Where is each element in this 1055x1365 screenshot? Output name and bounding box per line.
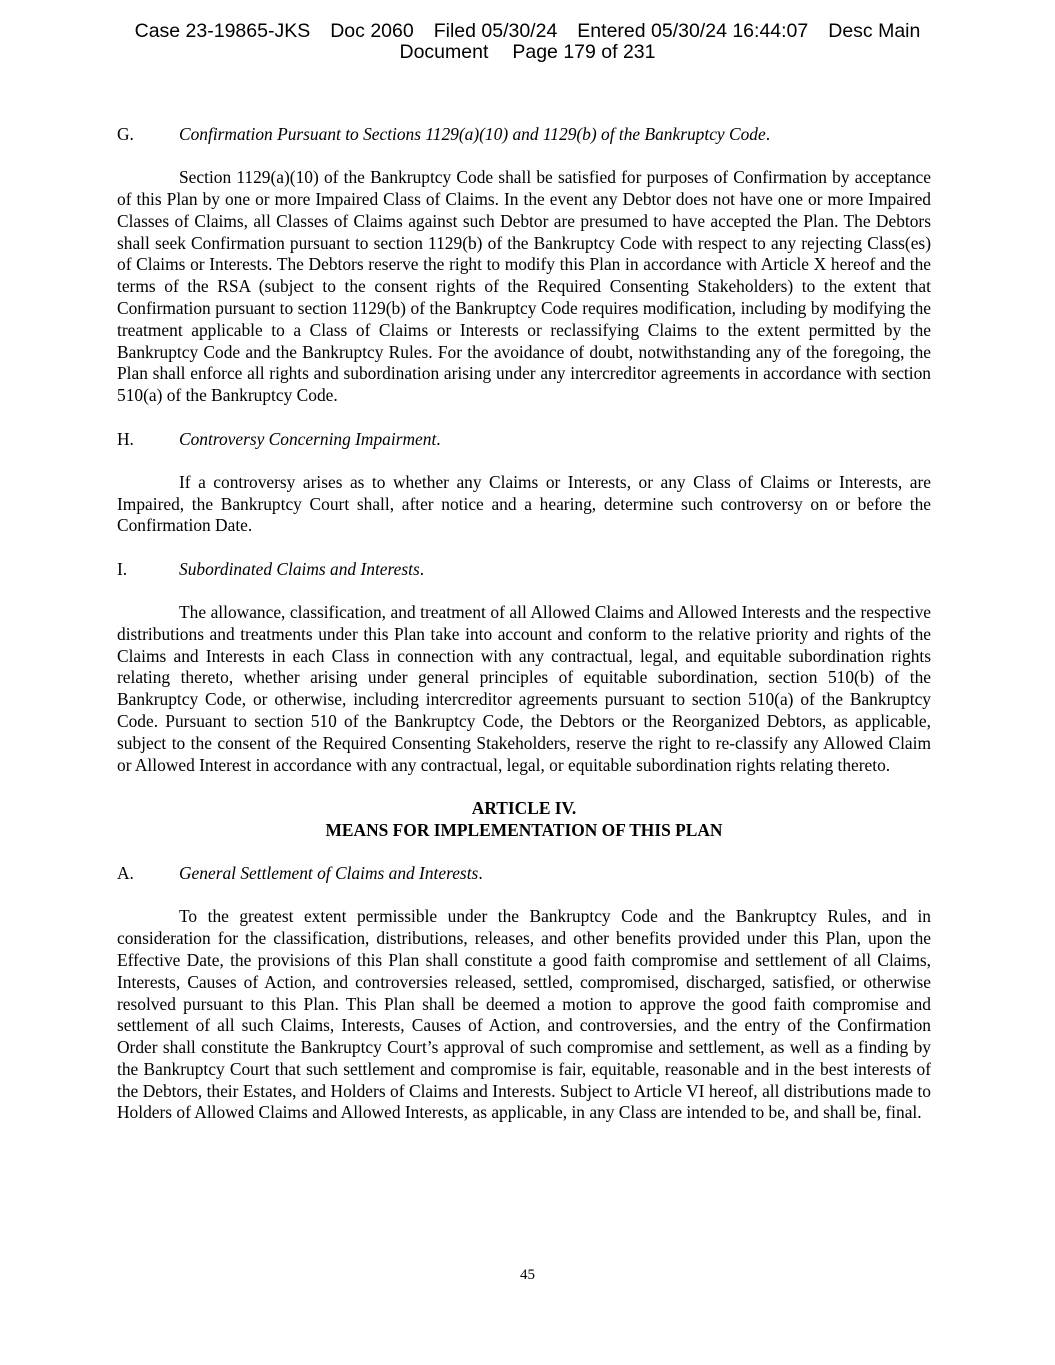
section-heading-g: G. Confirmation Pursuant to Sections 1129(a)(10) and 1129(b) of the Bankruptcy Code. xyxy=(117,124,771,144)
section-heading-a: A. General Settlement of Claims and Interests. xyxy=(117,863,483,884)
filing-header-line-1 xyxy=(0,21,1055,42)
section-title: Confirmation Pursuant to Sections 1129(a)(10) and 1129(b) of the Bankruptcy Code xyxy=(179,124,766,144)
article-title: MEANS FOR IMPLEMENTATION OF THIS PLAN xyxy=(325,819,723,840)
page-number: 45 xyxy=(520,1267,535,1283)
section-letter: G. xyxy=(117,124,134,144)
section-letter: I. xyxy=(117,558,128,579)
section-title: General Settlement of Claims and Interests xyxy=(179,863,479,884)
desc-label: Desc Main xyxy=(828,20,921,42)
section-paragraph-a: To the greatest extent permissible under the Bankruptcy Code and the Bankruptcy Rules, and in consideration for the classification, distributions, releases, and other benefits provided under this Plan, upon the Effective Date, the provisions of this Plan shall constitute a good faith compromise and settlement of all Claims, Interests, Causes of Action, and controversies released, settled, compromised, discharged, satisfied, or otherwise resolved pursuant to this Plan. This Plan shall be deemed a motion to approve the good faith compromise and settlement of all such Claims, Interests, Causes of Action, and controversies, and the entry of the Confirmation Order shall constitute the Bankruptcy Court’s approval of such compromise and settlement, as well as a finding by the Bankruptcy Court that such settlement and compromise is fair, equitable, reasonable and in the best interests of the Debtors, their Estates, and Holders of Claims and Interests. Subject to Article VI hereof, all distributions made to Holders of Allowed Claims and Allowed Interests, as applicable, in any Class are intended to be, and shall be, final. xyxy=(117,906,931,1123)
doc-number: Doc 2060 xyxy=(330,20,414,42)
court-filing-header xyxy=(0,21,1055,63)
filing-header-line-2 xyxy=(0,42,1055,63)
document-label: Document xyxy=(399,41,489,63)
section-paragraph-i: The allowance, classification, and treatment of all Allowed Claims and Allowed Interests and the respective distributions and treatments under this Plan take into account and conform to the relative priority and rights of the Claims and Interests in each Class in connection with any contractual, legal, and equitable subordination rights relating thereto, whether arising under general principles of equitable subordination, section 510(b) of the Bankruptcy Code, or otherwise, including intercreditor agreements pursuant to section 510(a) of the Bankruptcy Code. Pursuant to section 510 of the Bankruptcy Code, the Debtors or the Reorganized Debtors, as applicable, subject to the consent of the Required Consenting Stakeholders, reserve the right to re-classify any Allowed Claim or Allowed Interest in accordance with any contractual, legal, or equitable subordination rights relating thereto. xyxy=(117,602,931,775)
section-heading-i: I. Subordinated Claims and Interests. xyxy=(117,558,425,579)
section-heading-h: H. Controversy Concerning Impairment. xyxy=(117,428,441,449)
section-paragraph-h: If a controversy arises as to whether any Claims or Interests, or any Class of Claims or Interests, are Impaired, the Bankruptcy Court shall, after notice and a hearing, determine such controversy on or before the Confirmation Date. xyxy=(117,471,931,536)
document-body xyxy=(117,124,931,1124)
section-paragraph-g: Section 1129(a)(10) of the Bankruptcy Code shall be satisfied for purposes of Confirmation by acceptance of this Plan by one or more Impaired Class of Claims. In the event any Debtor does not have one or more Impaired Classes of Claims, all Classes of Claims against such Debtor are presumed to have accepted the Plan. The Debtors shall seek Confirmation pursuant to section 1129(b) of the Bankruptcy Code with respect to any rejecting Class(es) of Claims or Interests. The Debtors reserve the right to modify this Plan in accordance with Article X hereof and the terms of the RSA (subject to the consent rights of the Required Consenting Stakeholders) to the extent that Confirmation pursuant to section 1129(b) of the Bankruptcy Code requires modification, including by modifying the treatment applicable to a Class of Claims or Interests or reclassifying Claims to the extent permitted by the Bankruptcy Code and the Bankruptcy Rules. For the avoidance of doubt, notwithstanding any of the foregoing, the Plan shall enforce all rights and subordination arising under any intercreditor agreements in accordance with section 510(a) of the Bankruptcy Code. xyxy=(117,167,931,406)
page-count: Page 179 of 231 xyxy=(512,41,656,63)
article-number: ARTICLE IV. xyxy=(471,797,577,818)
section-title: Subordinated Claims and Interests xyxy=(179,558,420,579)
filed-date: Filed 05/30/24 xyxy=(433,20,558,42)
section-letter: A. xyxy=(117,863,134,884)
entered-date: Entered 05/30/24 16:44:07 xyxy=(577,20,809,42)
section-title: Controversy Concerning Impairment xyxy=(179,428,437,449)
case-number: Case 23-19865-JKS xyxy=(134,20,311,42)
section-letter: H. xyxy=(117,428,134,449)
